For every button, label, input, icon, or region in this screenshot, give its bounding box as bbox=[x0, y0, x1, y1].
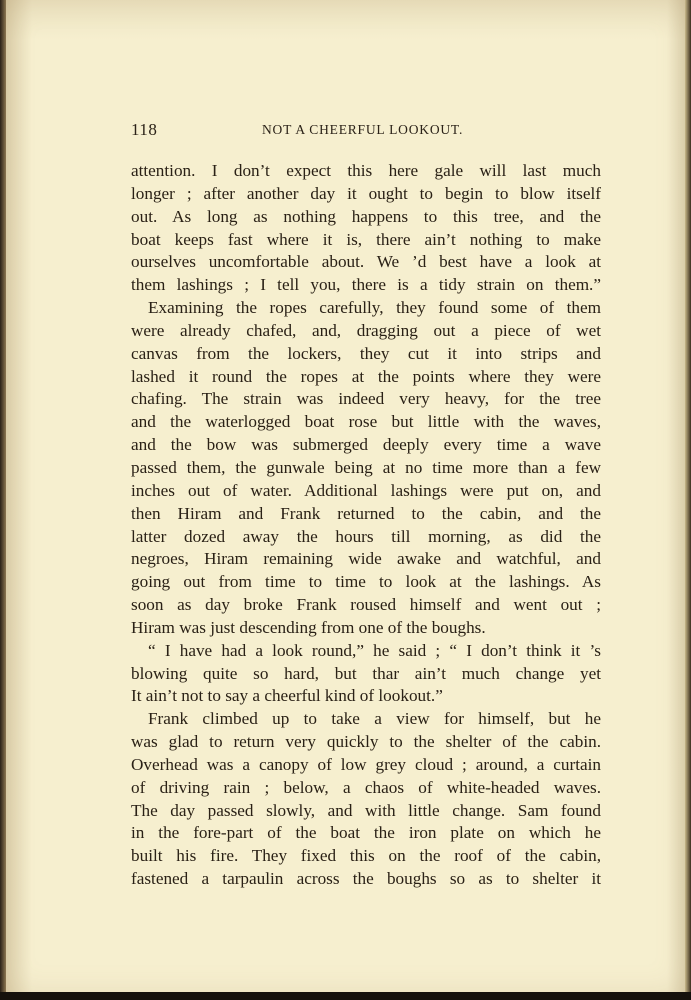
page-bottom-edge bbox=[0, 992, 691, 1000]
page-right-edge bbox=[685, 0, 691, 1000]
text-line: and the waterlogged boat rose but little with the waves, bbox=[131, 412, 601, 432]
text-line: Overhead was a canopy of low grey cloud ; around, a curtain bbox=[131, 754, 601, 774]
body-text bbox=[131, 160, 601, 891]
text-line: boat keeps fast where it is, there ain’t nothing to make bbox=[131, 229, 601, 249]
text-line: Hiram was just descending from one of the boughs. bbox=[131, 617, 486, 637]
text-line: in the fore-part of the boat the iron plate on which he bbox=[131, 823, 601, 843]
page-number: 118 bbox=[131, 120, 158, 139]
text-line: “ I have had a look round,” he said ; “ I don’t think it ’s bbox=[148, 640, 601, 660]
text-line: and the bow was submerged deeply every time a wave bbox=[131, 435, 601, 455]
text-line: inches out of water. Additional lashings were put on, and bbox=[131, 480, 601, 500]
text-line: It ain’t not to say a cheerful kind of lookout.” bbox=[131, 686, 443, 706]
running-title: NOT A CHEERFUL LOOKOUT. bbox=[262, 122, 464, 137]
text-line: soon as day broke Frank roused himself and went out ; bbox=[131, 595, 601, 615]
text-line: The day passed slowly, and with little change. Sam found bbox=[131, 800, 601, 820]
text-line: passed them, the gunwale being at no time more than a few bbox=[131, 457, 601, 477]
text-line: was glad to return very quickly to the shelter of the cabin. bbox=[131, 732, 601, 752]
text-line: chafing. The strain was indeed very heavy, for the tree bbox=[131, 389, 601, 409]
text-line: going out from time to time to look at the lashings. As bbox=[131, 572, 601, 592]
text-line: of driving rain ; below, a chaos of white-headed waves. bbox=[131, 777, 601, 797]
text-line: out. As long as nothing happens to this tree, and the bbox=[131, 206, 601, 226]
text-line: Frank climbed up to take a view for himself, but he bbox=[148, 709, 601, 729]
text-line: negroes, Hiram remaining wide awake and watchful, and bbox=[131, 549, 601, 569]
text-line: lashed it round the ropes at the points where they were bbox=[131, 366, 601, 386]
text-line: longer ; after another day it ought to begin to blow itself bbox=[131, 183, 601, 203]
text-line: them lashings ; I tell you, there is a tidy strain on them.” bbox=[131, 275, 601, 295]
text-line: built his fire. They fixed this on the roof of the cabin, bbox=[131, 846, 601, 866]
page-header bbox=[131, 120, 601, 142]
text-line: were already chafed, and, dragging out a piece of wet bbox=[131, 320, 601, 340]
text-line: canvas from the lockers, they cut it into strips and bbox=[131, 343, 601, 363]
text-line: Examining the ropes carefully, they found some of them bbox=[148, 298, 601, 318]
text-line: fastened a tarpaulin across the boughs so as to shelter it bbox=[131, 869, 601, 889]
text-line: blowing quite so hard, but thar ain’t much change yet bbox=[131, 663, 601, 683]
text-line: then Hiram and Frank returned to the cabin, and the bbox=[131, 503, 601, 523]
text-line: latter dozed away the hours till morning, as did the bbox=[131, 526, 601, 546]
text-line: attention. I don’t expect this here gale will last much bbox=[131, 161, 601, 180]
text-line: ourselves uncomfortable about. We ’d best have a look at bbox=[131, 252, 601, 272]
